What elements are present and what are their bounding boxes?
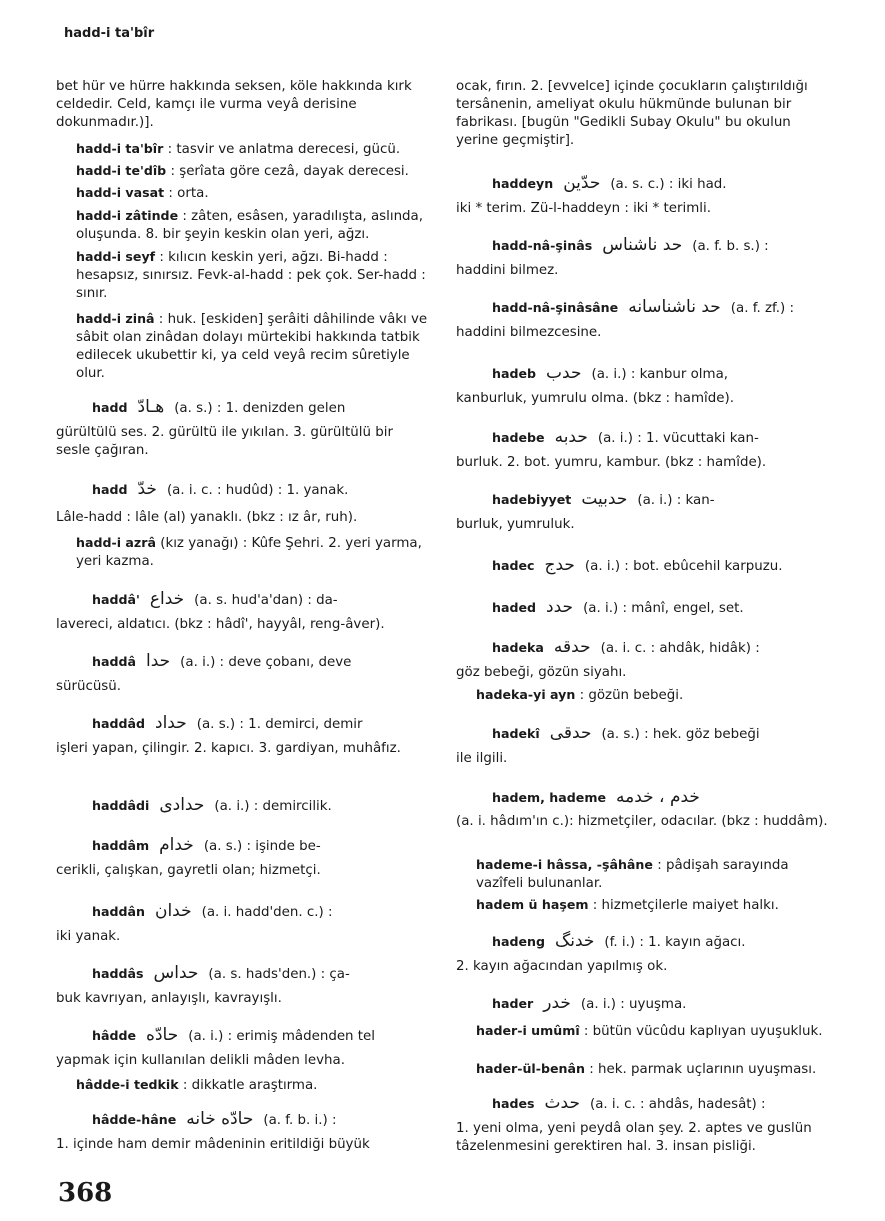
definition-continued: işleri yapan, çilingir. 2. kapıcı. 3. gardiyan, muhâfız. bbox=[56, 741, 401, 756]
definition: (a. i.) : uyuşma. bbox=[580, 997, 687, 1012]
headword: hadekî bbox=[492, 726, 540, 741]
definition: (a. i.) : mânî, engel, set. bbox=[583, 601, 744, 616]
headword: haddâs bbox=[92, 966, 144, 981]
arabic-script: حدبيت bbox=[581, 489, 628, 509]
definition: (a. f. zf.) : bbox=[730, 301, 794, 316]
definition-continued: yapmak için kullanılan delikli mâden levha. bbox=[56, 1053, 345, 1068]
right-entry bbox=[456, 174, 836, 218]
arabic-script: حدادی bbox=[159, 795, 205, 815]
arabic-script: خدنگ bbox=[555, 931, 595, 951]
headword: hader bbox=[492, 996, 534, 1011]
definition: ocak, fırın. 2. [evvelce] içinde çocukların çalıştırıldığı tersânenin, ameliyat okulu hükmünde bulunan bir fabrikası. [bugün "Gedikli Subay Okulu" bu okulun yerine geçmiştir]. bbox=[456, 79, 808, 148]
definition-continued: iki yanak. bbox=[56, 929, 121, 944]
definition-continued: 2. kayın ağacından yapılmış ok. bbox=[456, 959, 668, 974]
left-entry bbox=[56, 248, 430, 303]
arabic-script: خدم ، خدمه bbox=[616, 787, 700, 807]
definition-continued: ile ilgili. bbox=[456, 751, 508, 766]
definition: (a. s.) : işinde be- bbox=[203, 839, 321, 854]
right-entry bbox=[456, 932, 836, 976]
right-entry bbox=[456, 1094, 836, 1156]
left-entry bbox=[56, 398, 430, 460]
arabic-script: حدا bbox=[146, 651, 171, 671]
definition: (a. f. b. i.) : bbox=[263, 1113, 337, 1128]
definition: bet hür ve hürre hakkında seksen, köle hakkında kırk celdedir. Celd, kamçı ile vurma veyâ derisine dokunmadır.)]. bbox=[56, 79, 412, 130]
definition-continued: (a. i. hâdım'ın c.): hizmetçiler, odacılar. (bkz : huddâm). bbox=[456, 814, 828, 829]
headword: hader-i umûmî bbox=[476, 1023, 580, 1038]
headword: hadd-i vasat bbox=[76, 185, 165, 200]
definition: (a. i.) : kan- bbox=[637, 493, 715, 508]
definition: (a. s. hads'den.) : ça- bbox=[208, 967, 350, 982]
definition: (a. s.) : 1. demirci, demir bbox=[196, 717, 363, 732]
headword: hadd-i zinâ bbox=[76, 311, 155, 326]
arabic-script: خدام bbox=[159, 835, 194, 855]
definition: (a. s. hud'a'dan) : da- bbox=[194, 593, 338, 608]
left-entry bbox=[56, 590, 430, 634]
arabic-script: حادّه bbox=[146, 1025, 179, 1045]
definition-continued: sürücüsü. bbox=[56, 679, 122, 694]
definition: (a. f. b. s.) : bbox=[692, 239, 769, 254]
arabic-script: حدب bbox=[546, 363, 582, 383]
arabic-script: حادّه خانه bbox=[186, 1109, 254, 1129]
definition: (a. i. c. : ahdâs, hadesât) : bbox=[589, 1097, 766, 1112]
headword: hadeka-yi ayn bbox=[476, 687, 576, 702]
arabic-script: حد ناشناسانه bbox=[628, 297, 721, 317]
right-entry bbox=[456, 856, 836, 893]
headword: haddeyn bbox=[492, 176, 554, 191]
definition: : gözün bebeği. bbox=[575, 688, 684, 703]
left-entry bbox=[56, 902, 430, 946]
left-entry bbox=[56, 964, 430, 1008]
headword: hadd-i te'dîb bbox=[76, 163, 167, 178]
left-entry bbox=[56, 796, 430, 816]
arabic-script: خدّ bbox=[137, 479, 157, 499]
headword: hadem, hademe bbox=[492, 790, 606, 805]
left-entry bbox=[56, 480, 430, 500]
headword: hadd-nâ-şinâsâne bbox=[492, 300, 619, 315]
definition: (a. i.) : kanbur olma, bbox=[591, 367, 729, 382]
right-entry bbox=[456, 638, 836, 682]
definition-continued: lavereci, aldatıcı. (bkz : hâdî', hayyâl, reng-âver). bbox=[56, 617, 385, 632]
right-entry bbox=[456, 896, 836, 915]
arabic-script: حدث bbox=[544, 1093, 580, 1113]
definition: : zâten, esâsen, yaradılışta, aslında, oluşunda. 8. bir şeyin keskin olan yeri, ağzı. bbox=[76, 209, 424, 242]
right-entry bbox=[456, 994, 836, 1014]
running-head: hadd-i ta'bîr bbox=[64, 26, 155, 41]
definition: (f. i.) : 1. kayın ağacı. bbox=[604, 935, 746, 950]
definition: (a. i. hadd'den. c.) : bbox=[201, 905, 333, 920]
definition-continued: burluk, yumruluk. bbox=[456, 517, 575, 532]
headword: haded bbox=[492, 600, 537, 615]
definition: : bütün vücûdu kaplıyan uyuşukluk. bbox=[579, 1024, 823, 1039]
definition: : huk. [eskiden] şerâiti dâhilinde vâkı ve sâbit olan zinâdan dolayı mürtekibi hakkında tatbik edilecek ukubettir ki, ya celd veyâ recim sûretiyle olur. bbox=[76, 312, 428, 381]
left-entry bbox=[56, 836, 430, 880]
headword: hadd bbox=[92, 482, 128, 497]
definition: (a. s. c.) : iki had. bbox=[610, 177, 727, 192]
left-entry bbox=[56, 207, 430, 244]
arabic-script: حدقى bbox=[549, 723, 592, 743]
right-entry bbox=[456, 364, 836, 408]
definition: : şerîata göre cezâ, dayak derecesi. bbox=[166, 164, 409, 179]
left-entry bbox=[56, 1076, 430, 1095]
headword: hademe-i hâssa, -şâhâne bbox=[476, 857, 653, 872]
right-entry bbox=[456, 298, 836, 342]
arabic-script: حدد bbox=[546, 597, 574, 617]
left-entry bbox=[56, 140, 430, 159]
right-entry bbox=[456, 428, 836, 472]
definition: : kılıcın keskin yeri, ağzı. Bi-hadd : hesapsız, sınırsız. Fevk-al-hadd : pek çok. Ser-hadd : sınır. bbox=[76, 250, 426, 301]
right-entry bbox=[456, 724, 836, 768]
headword: hadd-i ta'bîr bbox=[76, 141, 164, 156]
headword: hadd bbox=[92, 400, 128, 415]
definition: (a. i.) : deve çobanı, deve bbox=[180, 655, 352, 670]
headword: hadem ü haşem bbox=[476, 897, 589, 912]
left-entry bbox=[56, 652, 430, 696]
definition: (a. s.) : 1. denizden gelen bbox=[174, 401, 346, 416]
headword: hader-ül-benân bbox=[476, 1061, 585, 1076]
right-entry bbox=[456, 1060, 836, 1079]
arabic-script: حدج bbox=[544, 555, 575, 575]
definition: : dikkatle araştırma. bbox=[178, 1078, 318, 1093]
definition: Lâle-hadd : lâle (al) yanaklı. (bkz : ız âr, ruh). bbox=[56, 510, 358, 525]
definition: (a. i. c. : hudûd) : 1. yanak. bbox=[166, 483, 349, 498]
left-entry bbox=[56, 1026, 430, 1070]
headword: hadeb bbox=[492, 366, 537, 381]
definition: (a. i. c. : ahdâk, hidâk) : bbox=[600, 641, 760, 656]
arabic-script: خدر bbox=[543, 993, 571, 1013]
right-entry bbox=[456, 1022, 836, 1041]
arabic-script: حدقه bbox=[553, 637, 591, 657]
definition: (a. i.) : erimiş mâdenden tel bbox=[188, 1029, 376, 1044]
headword: hâdde-hâne bbox=[92, 1112, 177, 1127]
arabic-script: خدان bbox=[154, 901, 192, 921]
headword: haddâm bbox=[92, 838, 150, 853]
right-entry bbox=[456, 556, 836, 576]
left-entry bbox=[56, 1110, 430, 1154]
headword: haddâ bbox=[92, 654, 136, 669]
definition-continued: iki * terim. Zü-l-haddeyn : iki * terimli. bbox=[456, 201, 711, 216]
headword: hadd-i azrâ bbox=[76, 535, 156, 550]
headword: hâdde bbox=[92, 1028, 137, 1043]
page-number: 368 bbox=[58, 1178, 113, 1208]
right-entry bbox=[456, 686, 836, 705]
right-entry bbox=[456, 490, 836, 534]
definition: : tasvir ve anlatma derecesi, gücü. bbox=[163, 142, 401, 157]
definition-continued: haddini bilmezcesine. bbox=[456, 325, 602, 340]
arabic-script: حدبه bbox=[554, 427, 588, 447]
arabic-script: حداد bbox=[155, 713, 187, 733]
headword: haddâ' bbox=[92, 592, 140, 607]
definition-continued: cerikli, çalışkan, gayretli olan; hizmetçi. bbox=[56, 863, 321, 878]
headword: haddâd bbox=[92, 716, 146, 731]
left-entry bbox=[56, 534, 430, 571]
definition-continued: gürültülü ses. 2. gürültü ile yıkılan. 3. gürültülü bir sesle çağıran. bbox=[56, 425, 393, 458]
headword: hades bbox=[492, 1096, 535, 1111]
right-entry bbox=[456, 78, 836, 150]
headword: hadd-i zâtinde bbox=[76, 208, 179, 223]
definition: (a. i.) : demircilik. bbox=[214, 799, 332, 814]
headword: hadd-i seyf bbox=[76, 249, 156, 264]
definition-continued: buk kavrıyan, anlayışlı, kavrayışlı. bbox=[56, 991, 282, 1006]
definition-continued: haddini bilmez. bbox=[456, 263, 559, 278]
definition: : orta. bbox=[164, 186, 209, 201]
left-entry bbox=[56, 162, 430, 181]
arabic-script: حد ناشناس bbox=[602, 235, 683, 255]
definition: (a. i.) : 1. vücuttaki kan- bbox=[597, 431, 759, 446]
right-entry bbox=[456, 598, 836, 618]
headword: hadd-nâ-şinâs bbox=[492, 238, 593, 253]
definition: : pâdişah sarayında vazîfeli bulunanlar. bbox=[476, 858, 789, 891]
headword: hadeng bbox=[492, 934, 546, 949]
definition-continued: kanburluk, yumrulu olma. (bkz : hamîde). bbox=[456, 391, 734, 406]
headword: hâdde-i tedkik bbox=[76, 1077, 179, 1092]
right-entry bbox=[456, 236, 836, 280]
definition: : hizmetçilerle maiyet halkı. bbox=[588, 898, 779, 913]
definition: : hek. parmak uçlarının uyuşması. bbox=[584, 1062, 817, 1077]
headword: hadec bbox=[492, 558, 535, 573]
left-entry bbox=[56, 184, 430, 203]
headword: hadeka bbox=[492, 640, 544, 655]
arabic-script: حدّين bbox=[563, 173, 601, 193]
left-entry bbox=[56, 310, 430, 383]
arabic-script: هـادّ bbox=[137, 397, 165, 417]
right-entry bbox=[456, 788, 836, 831]
headword: hadebe bbox=[492, 430, 545, 445]
definition: (kız yanağı) : Kûfe Şehri. 2. yeri yarma, yeri kazma. bbox=[76, 536, 422, 569]
left-entry bbox=[56, 714, 430, 758]
definition-continued: burluk. 2. bot. yumru, kambur. (bkz : hamîde). bbox=[456, 455, 767, 470]
arabic-script: حداس bbox=[153, 963, 199, 983]
definition-continued: 1. içinde ham demir mâdeninin eritildiği büyük bbox=[56, 1137, 370, 1152]
left-entry bbox=[56, 509, 430, 527]
definition-continued: göz bebeği, gözün siyahı. bbox=[456, 665, 627, 680]
definition: (a. s.) : hek. göz bebeği bbox=[601, 727, 760, 742]
definition-continued: 1. yeni olma, yeni peydâ olan şey. 2. aptes ve guslün tâzelenmesini gerektiren hal. 3. insan pisliği. bbox=[456, 1121, 812, 1154]
arabic-script: خداع bbox=[149, 589, 185, 609]
headword: haddân bbox=[92, 904, 145, 919]
left-entry bbox=[56, 78, 430, 132]
headword: hadebiyyet bbox=[492, 492, 572, 507]
definition: (a. i.) : bot. ebûcehil karpuzu. bbox=[584, 559, 783, 574]
headword: haddâdi bbox=[92, 798, 150, 813]
